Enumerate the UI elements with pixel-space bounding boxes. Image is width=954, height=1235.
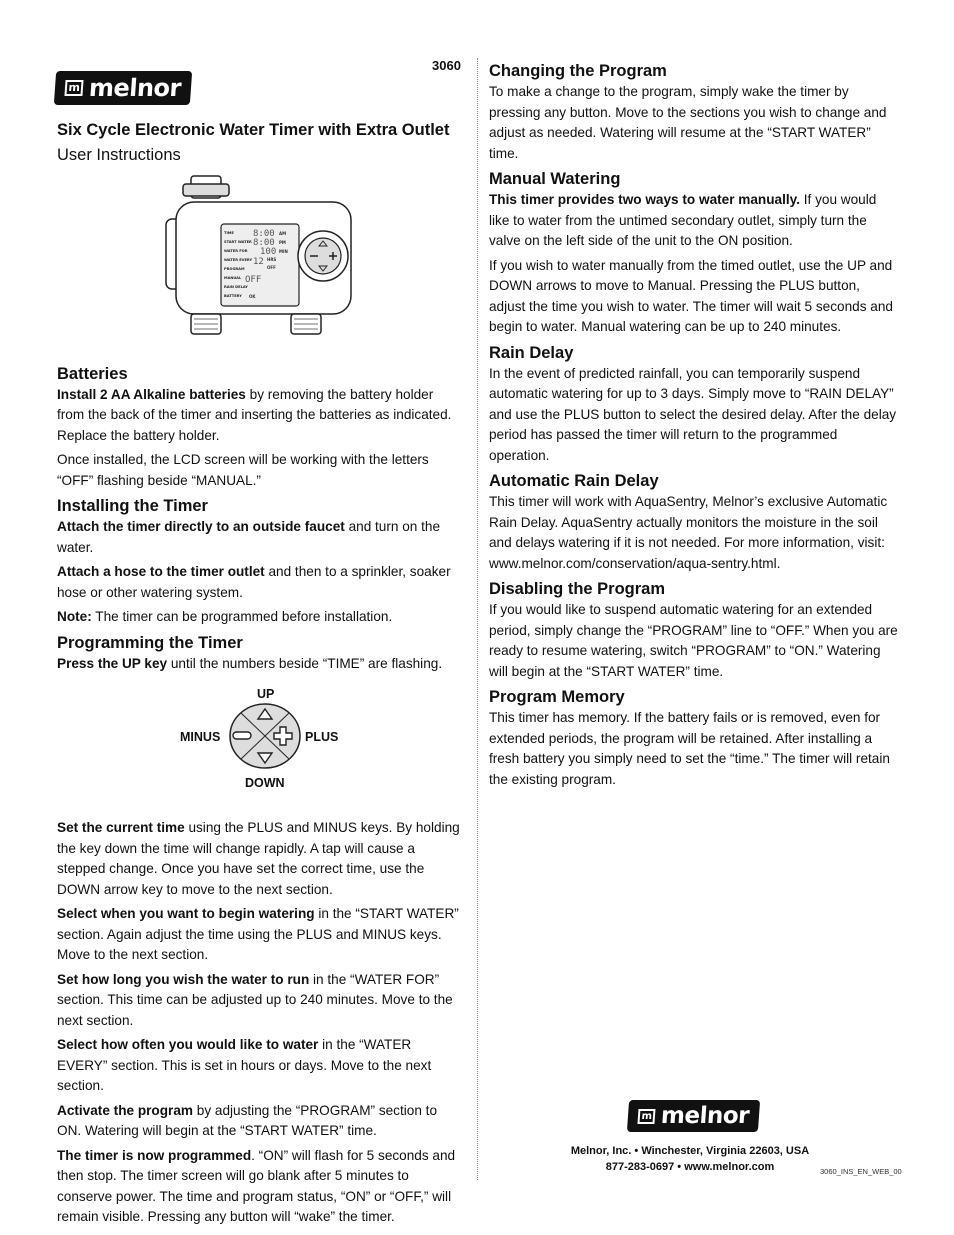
plus-label: PLUS [305,730,339,744]
logo-text: melnor [88,74,182,102]
lcd-unit-hrs: HRS [267,257,277,262]
lcd-label-program: PROGRAM [224,267,245,271]
programming-para-1: Press the UP key until the numbers beside “TIME” are flashing. [57,655,443,671]
rain-delay-para-1: In the event of predicted rainfall, you can temporarily suspend automatic watering for up to 3 days. Simply move to “RAIN DELAY” and use the PLUS button to select the desired delay. After the delay period has passed the timer will return to the programmed operation. [489,365,897,463]
auto-rain-heading: Automatic Rain Delay [489,472,659,490]
lcd-digits-time: 8:00 [253,229,275,239]
rain-delay-heading: Rain Delay [489,343,574,362]
column-divider [477,58,478,1180]
document-number: 3060 [432,58,461,73]
logo-m-icon: m [64,80,83,96]
disabling-heading: Disabling the Program [489,580,666,598]
installing-para-2: Attach a hose to the timer outlet and then to a sprinkler, soaker hose or other watering system. [57,564,451,600]
manual-heading: Manual Watering [489,170,621,188]
programming-para-5: Select how often you would like to water in the “WATER EVERY” section. This is set in hours or days. Move to the next section. [57,1037,432,1093]
document-code: 3060_INS_EN_WEB_00 [820,1167,902,1176]
lcd-label-water-for: WATER FOR [224,249,248,253]
footer-melnor-logo [628,1100,759,1132]
batteries-para-1: Install 2 AA Alkaline batteries by removing the battery holder from the back of the timer and inserting the batteries as indicated. Replace the battery holder. [57,386,452,443]
lcd-unit-min: MIN [279,249,288,254]
lcd-label-water-every: WATER EVERY [224,258,253,262]
lcd-label-battery: BATTERY [224,294,242,298]
lcd-label-rain-delay: RAIN DELAY [224,285,248,289]
footer-address: Melnor, Inc. • Winchester, Virginia 22603, USA [570,1145,810,1157]
down-label: DOWN [245,776,285,790]
batteries-heading: Batteries [57,364,128,383]
footer-contact: 877-283-0697 • www.melnor.com [605,1161,775,1173]
changing-para-1: To make a change to the program, simply wake the timer by pressing any button. Move to the sections you wish to change and adjust as needed. Watering will resume at the “START WATER” time. [489,84,887,161]
batteries-para-2: Once installed, the LCD screen will be working with the letters “OFF” flashing beside “MANUAL.” [57,452,429,488]
auto-rain-para-1: This timer will work with AquaSentry, Melnor’s exclusive Automatic Rain Delay. AquaSentry actually monitors the moisture in the soil and delays watering if it is not needed. For more information, visit: www.melnor.com/conservation/aqua-sentry.html. [489,494,888,571]
memory-para-1: This timer has memory. If the battery fails or is removed, even for extended periods, the program will be retained. After installing a fresh battery you simply need to set the “time.” The timer will retain the existing program. [489,710,890,787]
button-diagram [57,684,462,792]
programming-para-4: Set how long you wish the water to run in the “WATER FOR” section. This time can be adjusted up to 240 minutes. Move to the next section. [57,971,453,1028]
programming-para-2: Set the current time using the PLUS and MINUS keys. By holding the key down the time will change rapidly. A tap will cause a stepped change. Once you have set the correct time, use the DOWN arrow key to move to the next section. [57,820,460,897]
programming-heading: Programming the Timer [57,633,243,652]
lcd-unit-off: OFF [267,265,276,270]
footer-logo-m-icon: m [637,1109,655,1124]
up-label: UP [257,687,275,701]
minus-label: MINUS [180,730,221,744]
installing-note: Note: The timer can be programmed before installation. [57,609,393,624]
installing-heading: Installing the Timer [57,497,208,515]
programming-para-7: The timer is now programmed. “ON” will flash for 5 seconds and then stop. The timer screen will go blank after 5 minutes to conserve power. The time and program status, “ON” or “OFF,” will remain visible. Pressing any button will “wake” the timer. [57,1147,456,1224]
memory-heading: Program Memory [489,688,625,706]
lcd-unit-pm: PM [279,240,286,245]
document-title: Six Cycle Electronic Water Timer with Extra Outlet [57,121,450,139]
lcd-digits-start: 8:00 [253,238,275,248]
document-subtitle: User Instructions [57,146,181,164]
programming-para-6: Activate the program by adjusting the “PROGRAM” section to ON. Watering will begin at the “START WATER” time. [57,1102,438,1138]
manual-para-2: If you wish to water manually from the timed outlet, use the UP and DOWN arrows to move to Manual. Pressing the PLUS button, adjust the time you wish to water. The timer will wait 5 seconds and begin to water. Manual watering can be up to 240 minutes. [489,257,893,334]
disabling-para-1: If you would like to suspend automatic watering for an extended period, simply change the “PROGRAM” line to “OFF.” When you are ready to resume watering, switch “PROGRAM” to “ON.” Watering will begin at the “START WATER” time. [489,602,898,679]
lcd-label-time: TIME [224,231,234,235]
manual-para-1: This timer provides two ways to water manually. If you would like to water from the untimed secondary outlet, simply turn the valve on the left side of the unit to the ON position. [489,192,877,248]
installing-para-1: Attach the timer directly to an outside faucet and turn on the water. [57,519,441,555]
lcd-digits-manual: OFF [245,275,262,285]
melnor-logo [55,71,191,105]
lcd-digits-water-every: 12 [253,257,264,267]
left-column [57,118,462,1232]
lcd-label-start-water: START WATER [224,240,252,244]
timer-illustration [161,174,361,344]
lcd-battery-ok: OK [249,294,256,299]
lcd-digits-water-for: 100 [260,247,277,257]
footer-logo-text: melnor [660,1103,750,1129]
programming-para-3: Select when you want to begin watering in the “START WATER” section. Again adjust the time using the PLUS and MINUS keys. Move to the next section. [57,906,459,962]
changing-heading: Changing the Program [489,62,667,80]
lcd-label-manual: MANUAL [224,276,242,280]
footer-address-block [560,1143,820,1175]
dpad-icon [227,701,303,771]
lcd-unit-am: AM [279,231,287,236]
right-column [489,58,899,794]
